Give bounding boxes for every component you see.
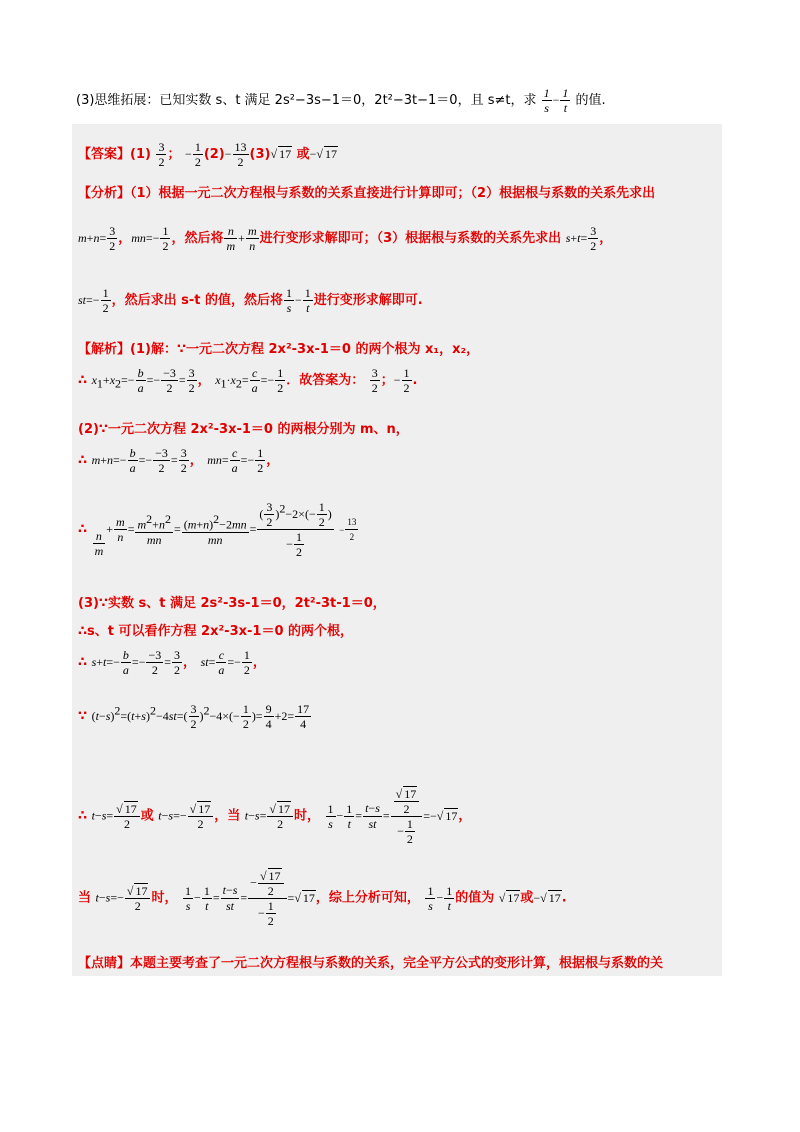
solution-line-9: ∵ $(t-s)^2=(t+s)^2-4st=$( $\frac{3}{2}$ )$^2$−4×(− $\frac{1}{2}$ )= $\frac{9}{4}$ +2= $\frac{17}{4}$ (78, 702, 310, 731)
analysis-line-3: st=− $\frac{1}{2}$ ，然后求出 s-t 的值，然后将 $\frac{1}{s}$ − $\frac{1}{t}$ 进行变形求解即可. (78, 286, 423, 315)
analysis-label: 【分析】 (78, 186, 131, 201)
solution-line-4: ∴ m+n=− $\frac{b}{a}$ =− $\frac{-3}{2}$ = $\frac{3}{2}$ ， mn= $\frac{c}{a}$ =− $\frac{1}{2}$ ， (78, 446, 280, 475)
answer-label: 【答案】 (78, 147, 131, 162)
solution-line-8: ∴ s+t=− $\frac{b}{a}$ =− $\frac{-3}{2}$ = $\frac{3}{2}$ ， st= $\frac{c}{a}$ =− $\frac{1}{2}$ ， (78, 648, 266, 677)
solution-label: 【解析】 (78, 342, 131, 357)
comment-line: 【点睛】本题主要考查了一元二次方程根与系数的关系，完全平方公式的变形计算，根据根与系数的关 (78, 956, 664, 971)
solution-line-1: 【解析】(1)解：∵一元二次方程 2x²-3x-1＝0 的两个根为 x₁，x₂， (78, 342, 480, 357)
question-line: (3)思维拓展：已知实数 s、t 满足 2s²−3s−1＝0，2t²−3t−1＝0，且 s≠t，求 $\frac{1}{s}$ − $\frac{1}{t}$ 的值. (76, 86, 606, 115)
comment-label: 【点睛】 (78, 956, 131, 971)
solution-line-2: ∴ $x_1+x_2=-$ $\frac{b}{a}$ =− $\frac{-3}{2}$ = $\frac{3}{2}$ ， $x_1\cdot x_2=$ $\frac{c}{a}$ =− $\frac{1}{2}$ ．故答案为： $\frac{3}{2}$ ；− $\frac{1}{2}$ . (78, 366, 418, 395)
solution-line-11: 当 t−s=− $\frac{√ 17}{2}$ 时， $\frac{1}{s}$ − $\frac{1}{t}$ = $\frac{t-s}{st}$ = − $\frac{√ 17}{2}$ − $\frac{1}{2}$ =√ 17，综上分析可知， $\frac{1}{s}$ − $\frac{1}{t}$ 的值为 √ 17或−√ 17. (78, 869, 567, 928)
solution-line-10: ∴ t−s= $\frac{√ 17}{2}$ 或 t−s=− $\frac{√ 17}{2}$ ，当 t−s= $\frac{√ 17}{2}$ 时， $\frac{1}{s}$ − $\frac{1}{t}$ = $\frac{t-s}{st}$ = $\frac{√ 17}{2}$ − $\frac{1}{2}$ =−√ 17， (78, 787, 472, 846)
analysis-line-2: m+n= $\frac{3}{2}$ ，mn=− $\frac{1}{2}$ ，然后将 $\frac{n}{m}$ + $\frac{m}{n}$ 进行变形求解即可；（3）根据根与系数的关系先求出 s+t= $\frac{3}{2}$ ， (78, 224, 613, 253)
solution-line-5: ∴ $\frac{n}{m}$ + $\frac{m}{n}$ = $\frac{m^2+n^2}{mn}$ = $\frac{(m+n)^2-2mn}{mn}$ = ( $\frac{3}{2}$ )$^2$−2×(− $\frac{1}{2}$ ) − $\frac{1}{2}$ − $\frac{13}{2}$ (78, 500, 357, 559)
question-suffix: 的值. (575, 93, 606, 108)
solution-line-7: ∴s、t 可以看作方程 2x²-3x-1＝0 的两个根， (78, 624, 354, 639)
solution-line-6: (3)∵实数 s、t 满足 2s²-3s-1＝0，2t²-3t-1＝0， (78, 596, 386, 611)
question-fraction: $\frac{1}{s}$ (543, 86, 550, 115)
question-prefix: (3)思维拓展：已知实数 s、t 满足 2s²−3s−1＝0，2t²−3t−1＝0，且 s≠t，求 (76, 93, 537, 108)
answer-line: 【答案】(1) $\frac{3}{2}$ ； − $\frac{1}{2}$ (2)− $\frac{13}{2}$ (3)√ 17 或−√ 17 (78, 140, 337, 169)
analysis-line-1: 【分析】（1）根据一元二次方程根与系数的关系直接进行计算即可；（2）根据根与系数的关系先求出 (78, 186, 656, 201)
solution-line-3: (2)∵一元二次方程 2x²-3x-1＝0 的两根分别为 m、n， (78, 422, 409, 437)
